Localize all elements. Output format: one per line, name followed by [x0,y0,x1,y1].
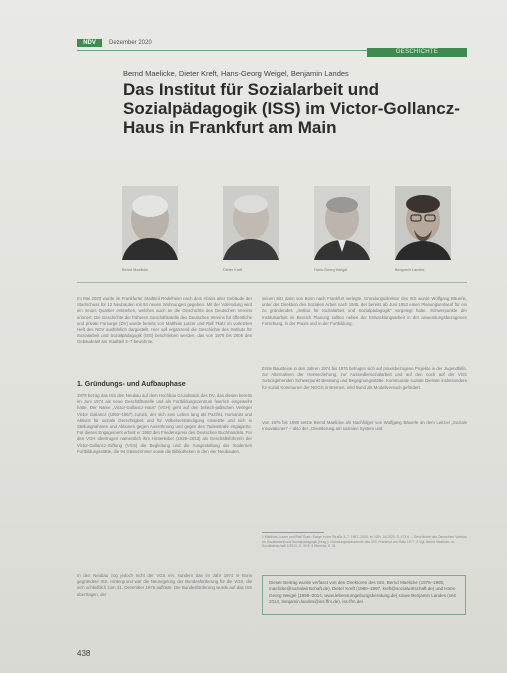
page-number: 438 [77,649,91,658]
body-paragraph: Erste Bausteine in den Jahren 1974 bis 1976 betrugen sich auf praxisbezogene Projekte in der Jugendhilfe, zur Alternativen der Heimerziehung, zur Aussiedlersozialarbeit und auf den noch auf der VGS zurückgehenden Schwerpunkt Beratung und Begegnungsstätte. Kommunale soziale Dienste insbesondere für sozial Kommunen der NOGS in Bremen, wird Bund als Modellversuch gefördert. [262,366,467,390]
intro-paragraph: Im Mai 2020 wurde im Frankfurter Stadtteil Rödelheim nach dem Abriss alter Gebäude der Startschuss für 12 Neubauten mit 84 neuen Wohnungen gegeben. Mit der Vollendung wird ein neues Quartier entstehen, welches auch an die Geschichte des Deutschen Vereins erinnert. Die Geschichte der früheren Geschäftsstelle des Deutschen Vereins für öffentliche und private Fürsorge (DV) wurde bereits von Matthias Lutzer und Ralf Tkatz im vorletzten Heft des NDV ausführlich dargestellt. Hier soll ergänzend die Geschichte des Instituts für Sozialarbeit und Sozialpädagogik (ISS) beschrieben werden, das von 1978 bis 2005 den Gebäudeteil am Stadtteil 3–7 bewohnte. [77,296,252,345]
photo-caption: Hans-Georg Weigel [314,268,348,272]
photo-caption: Dieter Kreft [223,268,243,272]
author-photo [122,186,178,260]
footnote-rule [262,532,324,533]
body-paragraph: In den Neubau zog jedoch nicht der VGS ein, sondern das im Jahr 1974 in Bonn gegründete ISS. Hintergrund war die Neuregelung der Bundesförderung für die VGS, die sich schließlich zum 31. Dezember 1975 auflöste. Die Bundesförderung wurde auf das ISS übertragen, der [77,573,252,597]
author-photo [223,186,279,260]
footnotes: 1 Matthias Lutzer und Ralf Tkatz: Ewige in der Straße 3–7, 1947–2020, in: NDV 10/2020, S. 473 ff. – Geschichte des Deutschen Vereins für Sozialarbeit und Sozialpädagogik (Hrsg.): Gründungsdokumente des ISS, Frankfurt am Main 1977. 2 Vgl. Bernd Maelicke, in: Sozialwirtschaft 1/2010, S. 30 ff. 3 Ebenda, S. 31. [262,535,467,549]
photo-divider [77,282,467,283]
author-info-box [262,575,466,615]
section-heading: 1. Gründungs- und Aufbauphase [77,381,186,388]
author-info-text: Dieser Beitrag wurde verfasst von den Direktoren des ISS, Bernd Maelicke (1976–1980, maelicke@sozialwirtschaft.de), Dieter Kreft (1980–1997, kreft@sozialwirtschaft.de) und Hans-Georg Weigel (1998–2014, www.lebensumgebungsberatung.de) sowie Benjamin Landes (seit 2014, benjamin.landes@iss-ffm.de), iss-ffm.de/. [269,580,457,605]
author-photo [395,186,451,260]
body-paragraph: 1978 bezog das ISS den Neubau auf dem Hochbau Grundstück des DV, das diesen bereits im Juni 1974 als neue Geschäftsstelle und als Fortbildungszentrum feierlich eingeweiht hatte. Der Name „Victor-Gollancz-Haus“ (VGH) geht auf den britisch-jüdischen Verleger Victor Gollancz (1893–1967) zurück, der sich sein Leben lang als Pazifist, Humanist und Aktivist für soziale Gerechtigkeit und für Völkerverständigung einsetzte und sich in Stellungnahmen und Aktionen gegen Aussöhnung und gegen den Todesstrafe engagierte. Für dieses Engagement erhielt er 1960 den Friedenspreis des Deutschen Buchhandels. Für den VGH übertrugen namentlich ihre Hinterleiber (1928–2013) als Geschäftsführerin der Victor-Gollancz-Stiftung (VGS) die Begleitung und die Ausgestaltung der modernen Fortbildungsstätte, die 94 Gästezimmer sowie die Bibliotheken in den vier Neubauten. [77,393,252,454]
journal-badge: NDV [77,39,102,47]
section-tag: GESCHICHTE [367,48,467,57]
body-paragraph: seinen Sitz dann von Bonn nach Frankfurt verlegte. Gründungsdirektor des ISS wurde Wolfgang Bäuerle, unter der Direktion des Sozialen Arbeit nach 1945, der bereits ab Juni 1953 einen Planungsentwurf für ein zu gründendes „Institut für Sozialarbeit und Sozialpädagogik“ vorgelegt hatte. Schwerpunkte der Institutsarbeit im Bereich Planung sollten neben der Entwicklungsarbeit in der anwendungsbezogenen Forschung, in der Praxis und in der Fortbildung. [262,296,467,326]
author-photo [314,186,370,260]
article-title: Das Institut für Sozialarbeit und Sozialpädagogik (ISS) im Victor-Gollancz-Haus in Frankfurt am Main [123,80,460,137]
photo-caption: Benjamin Landes [395,268,425,272]
article-authors: Bernd Maelicke, Dieter Kreft, Hans-Georg Weigel, Benjamin Landes [123,69,349,78]
photo-caption: Bernd Maelicke [122,268,149,272]
body-paragraph: Von 1976 bis 1980 setzte Bernd Maelicke als Nachfolger von Wolfgang Bäuerle an dem Leitziel „Soziale Innovationen“ – also der „Orientierung am sozialen System und [262,420,467,432]
issue-date: Dezember 2020 [109,40,152,46]
